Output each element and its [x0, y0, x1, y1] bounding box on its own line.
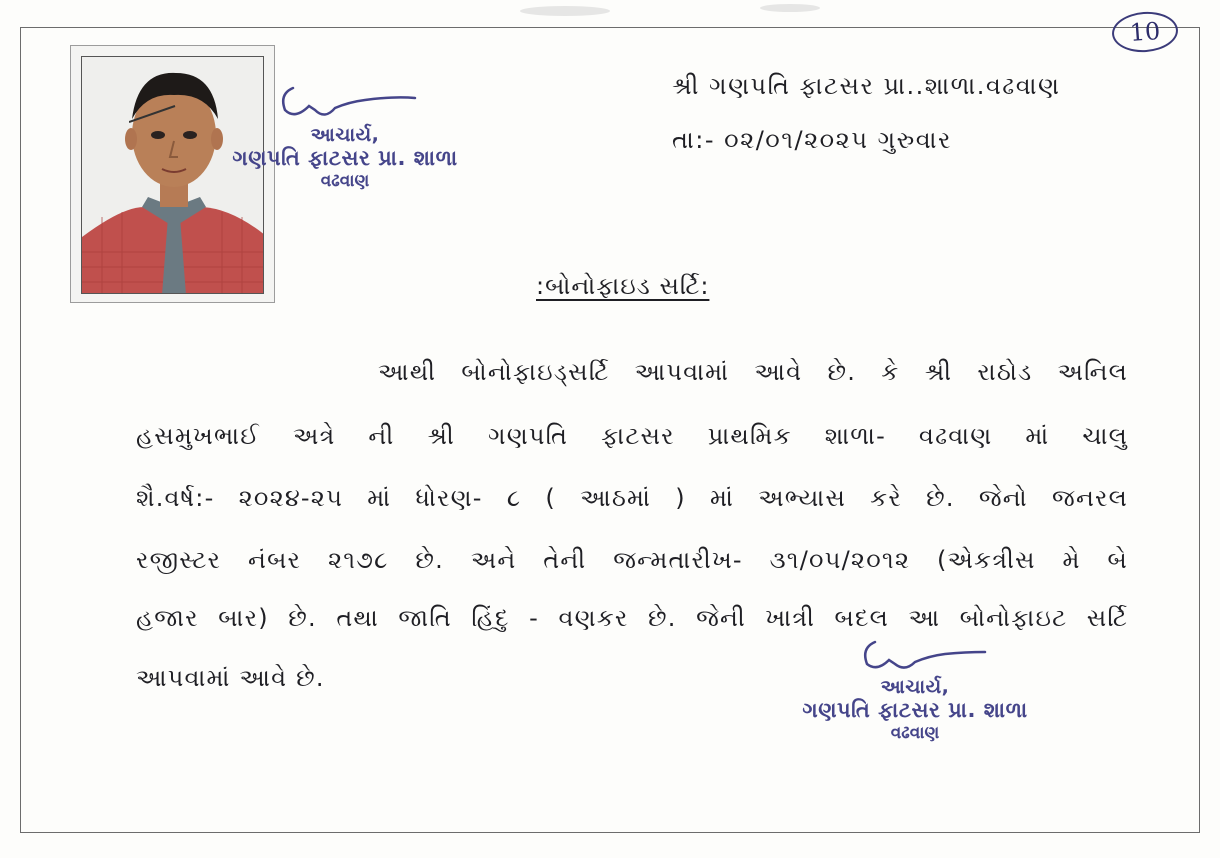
principal-signature [835, 636, 995, 676]
certificate-title: :બોનોફાઇડ સર્ટિ: [536, 272, 710, 300]
issue-date: તા:- ૦૨/૦૧/૨૦૨૫ ગુરુવાર [672, 126, 952, 154]
certificate-body-line: રજીસ્ટર નંબર ૨૧૭૮ છે. અને તેની જન્મતારીખ- ૩૧/૦૫/૨૦૧૨ (એકત્રીસ મે બે [136, 546, 1128, 574]
stamp-title: આચાર્ય, [880, 676, 950, 698]
principal-stamp-top [190, 80, 500, 191]
certificate-body-line: હજાર બાર) છે. તથા જાતિ હિંદુ - વણકર છે. જેની ખાત્રી બદલ આ બોનોફાઇટ સર્ટિ [136, 604, 1128, 632]
photo-pin-mark [129, 104, 177, 124]
stamp-title: આચાર્ય, [310, 124, 380, 146]
scan-smudge [760, 4, 820, 12]
principal-signature [265, 80, 425, 124]
certificate-body-line: હસમુખભાઈ અત્રે ની શ્રી ગણપતિ ફાટસર પ્રાથમિક શાળા- વઢવાણ માં ચાલુ [136, 422, 1128, 450]
stamp-place: વઢવાણ [320, 171, 370, 191]
scan-smudge [520, 6, 610, 16]
stamp-school: ગણપતિ ફાટસર પ્રા. શાળા [232, 146, 458, 170]
school-name: શ્રી ગણપતિ ફાટસર પ્રા..શાળા.વઢવાણ [672, 72, 1061, 100]
certificate-body-line: શૈ.વર્ષ:- ૨૦૨૪-૨૫ માં ધોરણ- ૮ ( આઠમાં ) માં અભ્યાસ કરે છે. જેનો જનરલ [136, 484, 1128, 512]
certificate-body-line: આથી બોનોફાઇડ્સર્ટિ આપવામાં આવે છે. કે શ્રી રાઠોડ અનિલ [378, 358, 1128, 386]
page-number-circle: 10 [1111, 10, 1180, 55]
certificate-body-line: આપવામાં આવે છે. [136, 664, 325, 692]
stamp-place: વઢવાણ [890, 723, 940, 743]
principal-stamp-bottom [760, 636, 1070, 743]
stamp-school: ગણપતિ ફાટસર પ્રા. શાળા [802, 698, 1028, 722]
